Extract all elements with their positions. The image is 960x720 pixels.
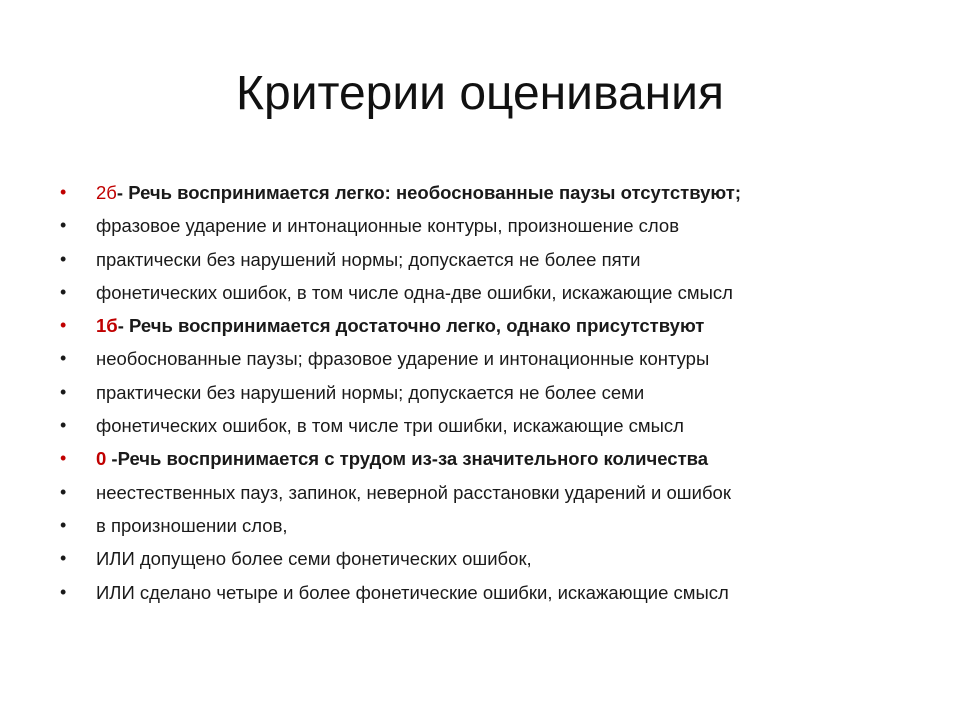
list-item [60,342,920,375]
criterion-text: фонетических ошибок, в том числе три ошибки, искажающие смысл [96,415,684,437]
list-item [60,509,920,542]
bullet-icon: • [60,315,67,336]
list-item [60,276,920,309]
criterion-text: - Речь воспринимается легко: необоснованные паузы отсутствуют; [116,182,741,203]
criterion-text: ИЛИ сделано четыре и более фонетические ошибки, искажающие смысл [96,581,729,603]
criterion-text: практически без нарушений нормы; допускается не более семи [96,381,645,403]
bullet-icon: • [60,548,67,569]
criterion-text: практически без нарушений нормы; допускается не более пяти [96,248,641,270]
bullet-icon: • [60,248,67,269]
bullet-icon: • [60,514,67,535]
list-item [60,209,920,242]
score-label: 0 [96,448,107,470]
bullet-icon: • [60,448,67,469]
bullet-icon: • [60,381,67,402]
criteria-list [60,176,920,609]
bullet-icon: • [60,415,67,436]
list-item [60,576,920,609]
bullet-icon: • [60,481,67,502]
score-label: 2б [96,182,117,203]
bullet-icon: • [60,182,67,202]
criterion-text: фразовое ударение и интонационные контуры, произношение слов [96,215,680,237]
criterion-text: ИЛИ допущено более семи фонетических ошибок, [96,548,532,570]
bullet-icon: • [60,215,67,236]
criterion-text: неестественных пауз, запинок, неверной расстановки ударений и ошибок [96,481,731,503]
list-item [60,376,920,409]
list-item [60,542,920,575]
list-item [60,409,920,442]
slide-title: Критерии оценивания [236,67,724,120]
criterion-text: в произношении слов, [96,514,288,536]
criterion-text: -Речь воспринимается с трудом из-за значительного количества [106,448,709,470]
list-item [60,176,920,209]
criterion-text: необоснованные паузы; фразовое ударение и интонационные контуры [96,348,710,370]
criterion-text: - Речь воспринимается достаточно легко, однако присутствуют [117,315,705,337]
list-item [60,243,920,276]
score-label: 1б [96,315,118,337]
list-item [60,476,920,509]
list-item [60,309,920,342]
criterion-text: фонетических ошибок, в том числе одна-две ошибки, искажающие смысл [96,281,733,303]
list-item [60,442,920,475]
bullet-icon: • [60,348,67,369]
bullet-icon: • [60,581,67,602]
bullet-icon: • [60,281,67,302]
